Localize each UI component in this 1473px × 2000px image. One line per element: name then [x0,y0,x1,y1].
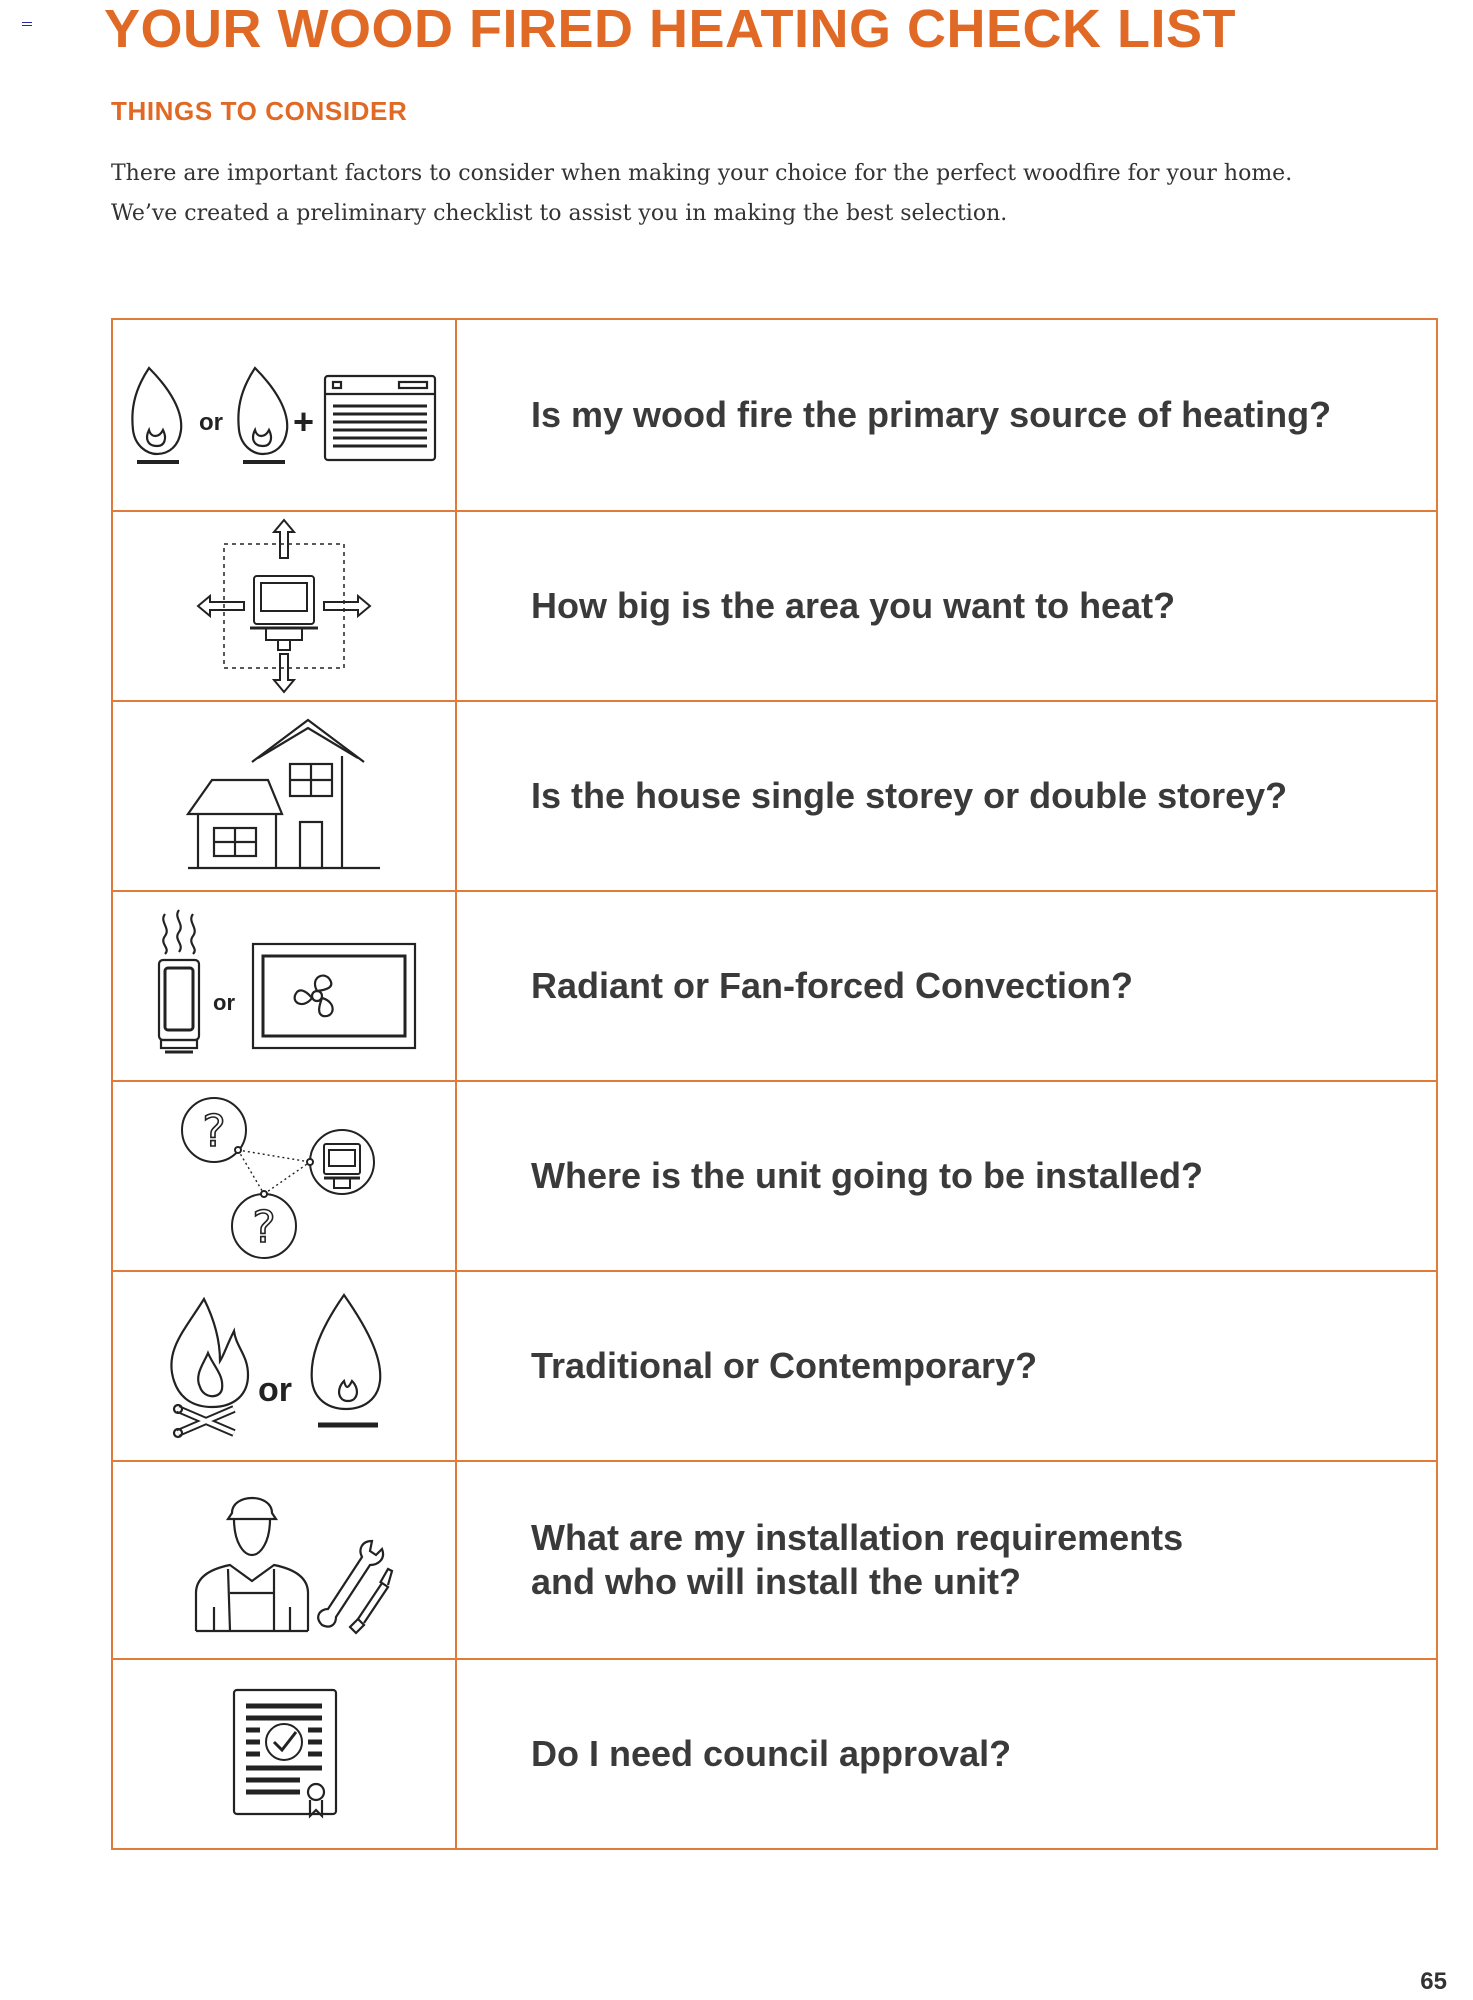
checklist-row [113,320,1436,510]
checklist-row [113,1270,1436,1460]
checklist-row [113,700,1436,890]
page-title: YOUR WOOD FIRED HEATING CHECK LIST [104,0,1236,59]
house-storey-icon [113,702,457,890]
radiant-or-fan-heater-icon [113,892,457,1080]
checklist-question: Is the house single storey or double storey? [531,775,1288,816]
section-subtitle: THINGS TO CONSIDER [111,96,408,126]
checklist-row [113,1080,1436,1270]
svg-text:?: ? [202,1106,226,1157]
checklist-question: What are my installation requirements and who will install the unit? [531,1517,1184,1602]
installation-location-icon [113,1082,457,1270]
checklist-table [111,318,1438,1850]
page-number: 65 [1420,1968,1447,1995]
plus-label: + [293,401,315,442]
or-label: or [199,409,223,436]
checklist-question: Is my wood fire the primary source of heating? [531,394,1332,435]
checklist-row [113,1460,1436,1658]
log-fire-or-gas-flame-icon [113,1272,457,1460]
installer-with-tools-icon [113,1462,457,1658]
checklist-question: Traditional or Contemporary? [531,1345,1038,1386]
heater-coverage-area-icon [113,512,457,700]
checklist-question: Radiant or Fan-forced Convection? [531,965,1134,1006]
gas-flame-or-flame-plus-heater-icon [113,320,457,510]
checklist-question: How big is the area you want to heat? [531,585,1176,626]
svg-text:?: ? [252,1202,276,1253]
checklist-row [113,1658,1436,1848]
intro-line: There are important factors to consider when making your choice for the perfect woodfire for your home. [111,161,1293,186]
or-label: or [258,1371,292,1409]
checklist-row [113,890,1436,1080]
checklist-question: Do I need council approval? [531,1733,1012,1774]
council-approval-certificate-icon [113,1660,457,1848]
menu-icon[interactable] [22,22,32,29]
or-label: or [213,990,235,1015]
checklist-question: Where is the unit going to be installed? [531,1155,1204,1196]
intro-line: We’ve created a preliminary checklist to assist you in making the best selection. [111,201,1008,226]
checklist-row [113,510,1436,700]
intro-text [111,154,1292,234]
